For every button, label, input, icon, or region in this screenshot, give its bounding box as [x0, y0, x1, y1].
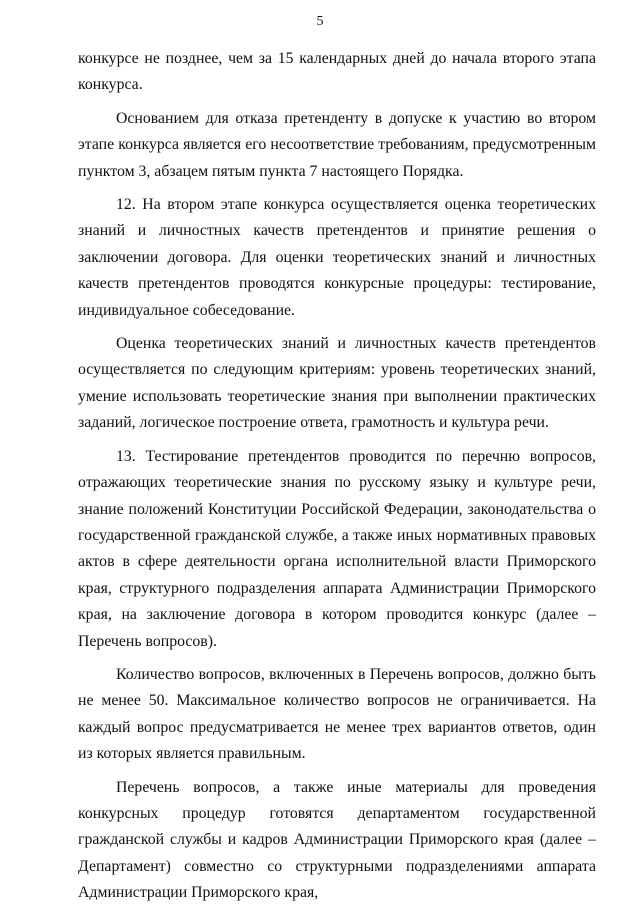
paragraph-question-count: Количество вопросов, включенных в Перечень вопросов, должно быть не менее 50. Максимальное количество вопросов не ограничивается. На каждый вопрос предусматривается не менее трех вариантов ответов, один из которых является правильным.	[78, 665, 596, 763]
paragraph-assessment-criteria: Оценка теоретических знаний и личностных качеств претендентов осуществляется по следующим критериям: уровень теоретических знаний, умение использовать теоретические знания при выполнении практических заданий, логическое построение ответа, грамотность и культура речи.	[78, 335, 596, 432]
paragraph-continuation: конкурсе не позднее, чем за 15 календарных дней до начала второго этапа конкурса.	[78, 50, 596, 94]
document-body	[78, 46, 596, 907]
page-number: 5	[316, 14, 324, 29]
paragraph-item-12: 12. На втором этапе конкурса осуществляется оценка теоретических знаний и личностных качеств претендентов и принятие решения о заключении договора. Для оценки теоретических знаний и личностных качеств претендентов проводятся конкурсные процедуры: тестирование, индивидуальное собеседование.	[78, 196, 596, 319]
paragraph-refusal-grounds: Основанием для отказа претенденту в допуске к участию во втором этапе конкурса является его несоответствие требованиям, предусмотренным пунктом 3, абзацем пятым пункта 7 настоящего Порядка.	[78, 109, 596, 180]
paragraph-question-preparation: Перечень вопросов, а также иные материалы для проведения конкурсных процедур готовятся департаментом государственной гражданской службы и кадров Администрации Приморского края (далее – Департамент) совместно со структурными подразделениями аппарата Администрации Приморского края,	[78, 778, 596, 902]
paragraph-item-13: 13. Тестирование претендентов проводится по перечню вопросов, отражающих теоретические знания по русскому языку и культуре речи, знание положений Конституции Российской Федерации, законодательства о государственной гражданской службе, а также иных нормативных правовых актов в сфере деятельности органа исполнительной власти Приморского края, структурного подразделения аппарата Администрации Приморского края, на заключение договора в котором проводится конкурс (далее – Перечень вопросов).	[78, 447, 596, 650]
